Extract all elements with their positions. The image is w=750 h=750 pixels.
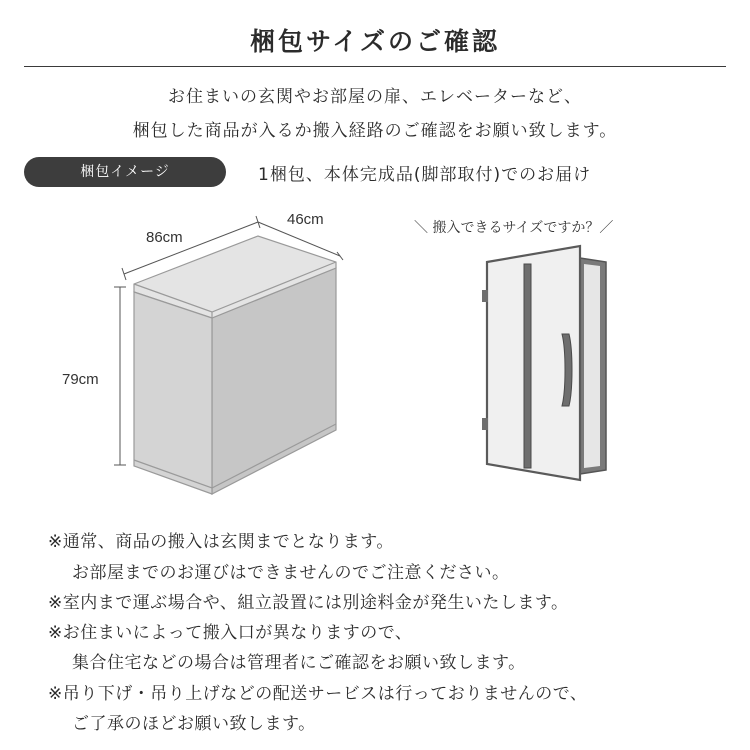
note-4: ※お住まいによって搬入口が異なりますので、 <box>48 623 413 643</box>
note-1: ※通常、商品の搬入は玄関までとなります。 <box>48 532 394 552</box>
package-description: 1梱包、本体完成品(脚部取付)でのお届け <box>258 165 592 185</box>
intro-line-2: 梱包した商品が入るか搬入経路のご確認をお願い致します。 <box>132 121 618 141</box>
note-6: ※吊り下げ・吊り上げなどの配送サービスは行っておりませんので、 <box>48 684 588 704</box>
door-illustration <box>482 246 606 480</box>
note-3: ※室内まで運ぶ場合や、組立設置には別途料金が発生いたします。 <box>48 593 569 613</box>
note-5: 集合住宅などの場合は管理者にご確認をお願い致します。 <box>72 653 526 673</box>
depth-label: 46cm <box>287 211 324 228</box>
door-opening-inner <box>584 264 600 468</box>
page-title: 梱包サイズのご確認 <box>249 27 500 56</box>
width-label: 86cm <box>146 229 183 246</box>
package-box <box>134 236 336 494</box>
title-divider <box>24 66 726 67</box>
package-diagram <box>0 200 750 500</box>
hinge-bottom-icon <box>482 418 488 430</box>
package-image-badge: 梱包イメージ <box>24 157 226 187</box>
note-7: ご了承のほどお願い致します。 <box>72 714 316 734</box>
hinge-top-icon <box>482 290 488 302</box>
height-label: 79cm <box>62 371 99 388</box>
note-2: お部屋までのお運びはできませんのでご注意ください。 <box>72 563 510 583</box>
intro-line-1: お住まいの玄関やお部屋の扉、エレベーターなど、 <box>168 87 582 107</box>
door-handle-bar <box>524 264 531 468</box>
door-caption: ＼ 搬入できるサイズですか？／ <box>414 220 614 236</box>
